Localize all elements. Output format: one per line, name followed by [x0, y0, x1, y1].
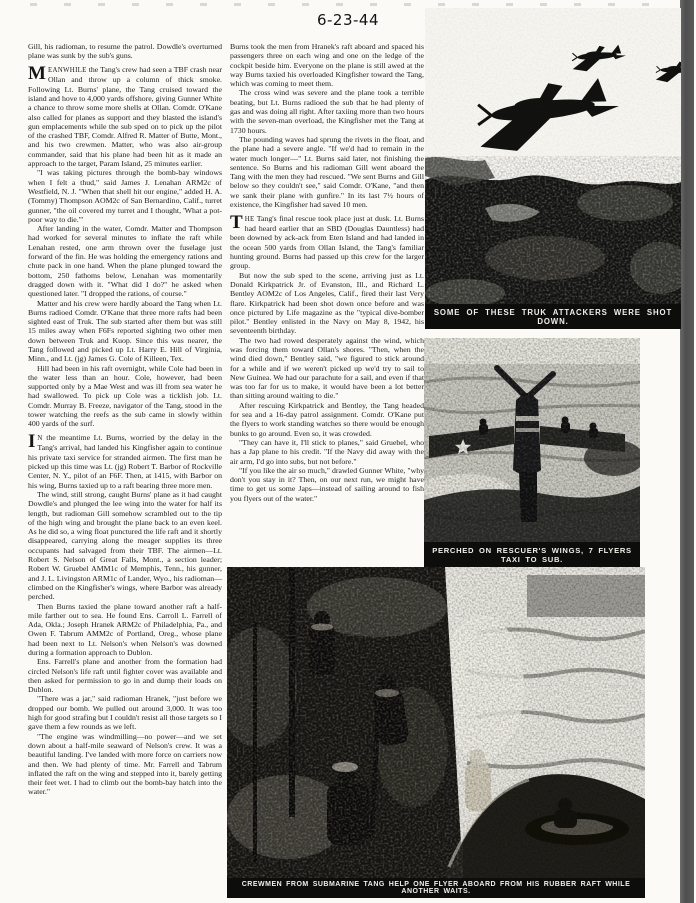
date-header: 6-23-44 — [316, 11, 380, 29]
paragraph: The wind, still strong, caught Burns' plane as it had caught Dowdle's and plunged the lee wing into the water for half its length, but radioman Gill somehow scrambled out to the tip of the high wing and brought the plane back to an even keel. As he did so, a wing float punctured the life raft and it shortly disappeared, carrying along the meager supplies its three occupants had salvaged from their TBF. The airmen—Lt. Robert S. Nelson of Great Falls, Mont., a section leader; Robert W. Gruebel AMM1c of Memphis, Tenn., his gunner, and J. L. Livingston ARM1c of Lander, Wyo., his radioman—climbed on the Kingfisher's wings, where Barbor was already perched. — [28, 489, 222, 602]
paragraph: "There was a jar," said radioman Hranek, "just before we dropped our bomb. We pulled out around 3,000. It was too high for good strafing but I couldn't resist all those targets so I gave them a few rounds as we left. — [28, 694, 222, 732]
scan-artifact — [30, 3, 650, 6]
paragraph: But now the sub sped to the scene, arriving just as Lt. Donald Kirkpatrick Jr. of Evanston, Ill., and Richard L. Bentley AOM2c of Los Angeles, Calif., fired their last Very flare. Kirkpatrick had been shot down once before and was once pictured by Life magazine as the "typical dive-bomber pilot." Bentley enlisted in the Navy on May 8, 1942, his seventeenth birthday. — [230, 270, 424, 336]
truk-attackers-image — [425, 8, 681, 304]
photo-caption-truk-attackers: SOME OF THESE TRUK ATTACKERS WERE SHOT DOWN. — [425, 304, 681, 329]
paragraph: Ens. Farrell's plane and another from the formation had circled Nelson's life raft until fighter cover was available and then asked for permission to go in and dump their loads on Dublon. — [28, 657, 222, 695]
paragraph: I N the meantime Lt. Burns, worried by the delay in the Tang's arrival, had landed his Kingfisher again to continue his private taxi service for stranded airmen. The first man he picked up this time was Lt. (jg) Robert T. Barbor of Rockville Center, N. Y., pilot of an F6F. Then, at 1415, with Barbor on his wing, Burns taxied up to a raft bearing three more men. — [28, 431, 222, 490]
photo-caption-sub-rescue: CREWMEN FROM SUBMARINE TANG HELP ONE FLYER ABOARD FROM HIS RUBBER RAFT WHILE ANOTHER WAITS. — [227, 878, 645, 898]
paragraph: "They can have it, I'll stick to planes," said Gruebel, who has a Jap plane to his credit. "If the Navy did away with the air arm, I'd go into subs, but not before." — [230, 437, 424, 466]
drop-cap: M — [28, 63, 46, 85]
drop-cap: I — [28, 431, 36, 453]
paragraph: "The engine was windmilling—no power—and we set down about a half-mile seaward of Nelson's crew. It was a beautiful landing. I've landed with more force on carriers now and then. We had plenty of time. Mr. Farrell and Tabrum inflated the raft on the wing and stepped into it, barely getting their feet wet. I had to climb out the bomb-bay hatch into the water." — [28, 731, 222, 797]
paragraph: The two had rowed desperately against the wind, which was forcing them toward Ollan's shores. "Then, when the wind died down," Bentley said, "we figured to stick around for a while and if we weren't picked up we'd try to sail to New Guinea. We had our parachute for a sail, and even if that was too far for us to make, it would have been a lot better than sitting around waiting to die." — [230, 335, 424, 401]
paragraph: Matter and his crew were hardly aboard the Tang when Lt. Burns radioed Comdr. O'Kane that three more rafts had been sighted east of Truk. The sub started after them but was still 15 miles away when F6Fs reported sighting two other men down between Truk and Kuop. Since this was nearer, the Tang followed and picked up Lt. Harry E. Hill of Virginia, Minn., and Lt. (jg) James G. Cole of Killeen, Tex. — [28, 298, 222, 364]
paragraph: "If you like the air so much," drawled Gunner White, "why don't you stay in it? Then, on our next run, we might have time to get us some Japs—instead of sailing around to fish you flyers out of the water." — [230, 465, 424, 503]
drop-cap: T — [230, 211, 243, 233]
scan-edge-shadow — [680, 0, 694, 903]
kingfisher-taxi-photo — [424, 338, 640, 542]
drop-cap-lead: EANWHILE — [47, 67, 87, 75]
aerial-terrain — [425, 156, 681, 304]
paragraph: After landing in the water, Comdr. Matter and Thompson had worked for several minutes to inflate the raft while Lenahan rested, one arm thrown over the fuselage just forward of the fin. He was holding the emergency rations and chute pack in one hand. When the plane plunged toward the bottom, 250 fathoms below, Lenahan was momentarily dragged down with it. "What did I do?" he asked when questioned later. "I dropped the rations, of course." — [28, 224, 222, 299]
paragraph: "I was taking pictures through the bomb-bay windows when I felt a thud," said James J. Lenahan ARM2c of Westfield, N. J. "When that shell hit our engine," added H. A. (Tommy) Thompson AOM2c of San Bernardino, Calif., turret gunner, "the oil covered my turret and I thought, 'What a pot-poor way to die.'" — [28, 168, 222, 224]
sub-rescue-photo — [227, 567, 645, 878]
drop-cap-lead: N — [37, 435, 43, 443]
kingfisher-taxi-image — [424, 338, 640, 542]
paragraph: Then Burns taxied the plane toward another raft a half-mile farther out to sea. He found Ens. Carroll L. Farrell of Ada, Okla.; Joseph Hranek ARM2c of Philadelphia, Pa., and Owen F. Tabrum AMM2c of Portland, Oreg., whose plane had been next to Lt. Nelson's when Nelson's was downed during a formation approach to Dublon. — [28, 601, 222, 657]
paragraph: Hill had been in his raft overnight, while Cole had been in the water less than an hour. Cole, however, had been supported only by a Mae West and was ill from sea water he had swallowed. To pick up Cole was a ticklish job. Lt. Comdr. Murray B. Freeze, navigator of the Tang, stood in the tower watching the reefs as the sub came in slowly within 400 yards of the surf. — [28, 363, 222, 429]
photo-caption-kingfisher-taxi: PERCHED ON RESCUER'S WINGS, 7 FLYERS TAXI TO SUB. — [424, 542, 640, 567]
paragraph: After rescuing Kirkpatrick and Bentley, the Tang headed for sea and a 16-day patrol assignment. Comdr. O'Kane put the flyers to work standing watches so there would be enough bunks to go around. Even so, it was crowded. — [230, 400, 424, 438]
truk-attackers-photo — [425, 8, 681, 304]
paragraph: THE Tang's final rescue took place just at dusk. Lt. Burns had heard earlier that an SBD (Douglas Dauntless) had been downed by ack-ack from Eten Island and had landed in the ocean 500 yards from Ollan Island, the Tang's familiar hunting ground. Burns had passed up this crew for the larger group. — [230, 211, 424, 271]
paragraph: Burns took the men from Hranek's raft aboard and spaced his passengers three on each wing and one on the ledge of the cockpit beside him. Everyone on the plane is still awed at the way Burns taxied his overloaded Kingfisher toward the Tang, which was coming to meet them. — [230, 42, 424, 89]
article-column-2 — [230, 42, 424, 503]
paragraph: The cross wind was severe and the plane took a terrible beating, but Lt. Burns radioed the sub that he had plenty of gas and was doing all right. After taxiing more than two hours with the seven-man overload, the Kingfisher met the Tang at 1730 hours. — [230, 88, 424, 135]
paragraph: The pounding waves had sprung the rivets in the float, and the plane had a severe angle. "If we'd had to remain in the water much longer—" Lt. Burns said later, not finishing the sentence. So Burns and his radioman Gill went aboard the Tang with the men they had rescued. "We sent Burns and Gill below so they couldn't see," said Comdr. O'Kane, "and then we sank their plane with gunfire." In its last 7½ hours of existence, the Kingfisher had saved 10 men. — [230, 134, 424, 210]
article-column-1 — [28, 42, 222, 797]
sub-rescue-image — [227, 567, 645, 878]
paragraph: Gill, his radioman, to resume the patrol. Dowdle's overturned plane was sunk by the sub's guns. — [28, 42, 222, 61]
paragraph: MEANWHILE the Tang's crew had seen a TBF crash near Ollan and throw up a column of thick smoke. Following Lt. Burns' plane, the Tang cruised toward the island and hove to 4,000 yards offshore, giving Gunner White a chance to throw some more shells at Ollan. Comdr. O'Kane also called for planes as support and they blasted the island's gun emplacements while the sub sped on to pick up the pilot of the crashed TBF, Comdr. Alfred R. Matter of Butte, Mont., and his two crewmen. Matter, who was also air-group commander, said that his plane had been hit as it made an approach to the target, Param Island, 25 minutes earlier. — [28, 63, 222, 169]
drop-cap-lead: HE — [244, 215, 255, 223]
